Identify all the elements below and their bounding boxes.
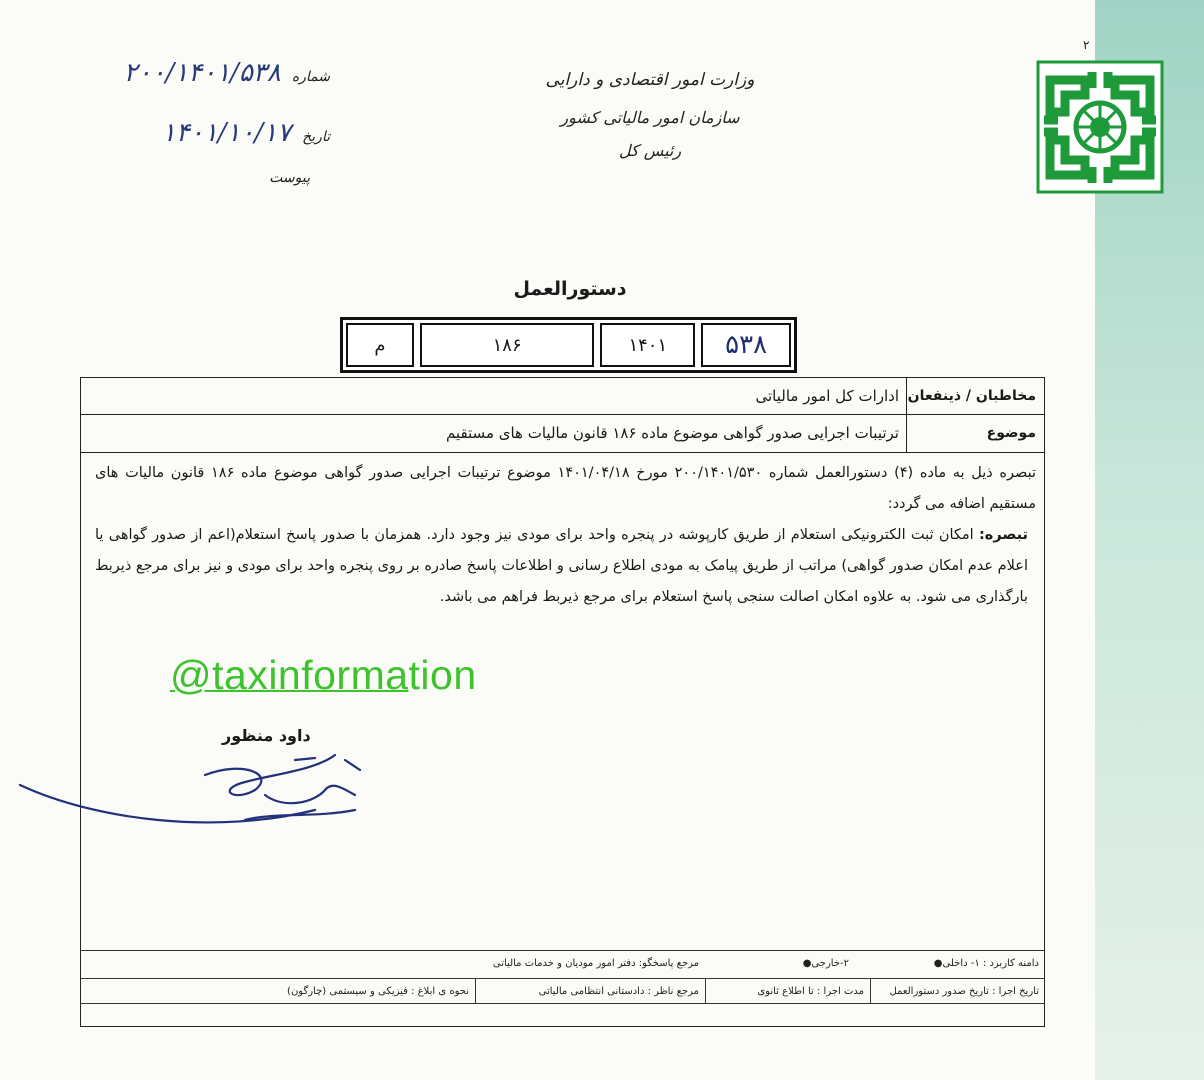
note-label: تبصره:	[978, 527, 1028, 543]
watermark-prefix: @taxinforma	[170, 652, 409, 698]
code-year: ۱۴۰۱	[600, 323, 695, 367]
subject-row	[81, 414, 1044, 453]
date-value: ۱۴۰۱/۱۰/۱۷	[161, 118, 292, 148]
reference-date	[60, 118, 330, 148]
code-sequence: ۵۳۸	[701, 323, 791, 367]
code-type: م	[346, 323, 414, 367]
watermark-suffix: tion	[408, 652, 477, 698]
tax-organization-logo	[1030, 50, 1170, 205]
footer-row-1	[80, 950, 1045, 975]
watermark	[170, 652, 477, 699]
subject-label: موضوع	[906, 414, 1044, 452]
attachment-label: پیوست	[269, 170, 310, 186]
number-label: شماره	[291, 69, 330, 85]
footer-responder: مرجع پاسخگو: دفتر امور مودیان و خدمات مالیاتی	[492, 957, 699, 969]
document-footer	[80, 950, 1045, 1008]
audience-label: مخاطبان / ذینفعان	[906, 378, 1044, 414]
footer-external: ۲-خارجی●	[802, 957, 849, 969]
code-boxes	[340, 317, 797, 373]
audience-value: ادارات کل امور مالیاتی	[755, 387, 899, 405]
body-note	[95, 520, 1036, 613]
reference-number	[60, 58, 330, 88]
number-value: ۲۰۰/۱۴۰۱/۵۳۸	[123, 58, 281, 88]
body-text	[95, 458, 1036, 613]
audience-row	[81, 378, 1044, 415]
footer-supervisor: مرجع ناظر : دادستانی انتظامی مالیاتی	[475, 979, 705, 1003]
date-label: تاریخ	[302, 129, 330, 145]
body-intro: تبصره ذیل به ماده (۴) دستورالعمل شماره ۲۰۰/۱۴۰۱/۵۳۰ مورخ ۱۴۰۱/۰۴/۱۸ موضوع ترتیبات اجرایی صدور گواهی موضوع ماده ۱۸۶ قانون مالیات های مستقیم اضافه می گردد:	[95, 465, 1036, 512]
organization-header	[520, 70, 780, 160]
footer-exec-date: تاریخ اجرا : تاریخ صدور دستورالعمل	[870, 979, 1045, 1003]
signature-image	[15, 740, 375, 840]
org-agency: سازمان امور مالیاتی کشور	[560, 108, 740, 127]
bottom-divider	[80, 1026, 1045, 1027]
signer-name: داود منظور	[222, 726, 311, 745]
footer-duration: مدت اجرا : تا اطلاع ثانوی	[705, 979, 870, 1003]
document-title: دستورالعمل	[513, 278, 627, 300]
footer-scope: دامنه کاربرد : ۱- داخلی●	[933, 957, 1039, 969]
note-text: امکان ثبت الکترونیکی استعلام از طریق کارپوشه در پنجره واحد برای مودی نیز وجود دارد. همزمان با صدور پاسخ استعلام(اعم از صدور گواهی یا اعلام عدم امکان صدور گواهی) مراتب از طریق پیامک به مودی اطلاع رسانی و اطلاعات پاسخ صادره بر روی پنجره واحد برای مودی و نیز برای مرجع ذیربط بارگذاری می شود. به علاوه امکان اصالت سنجی پاسخ استعلام برای مرجع ذیربط فراهم می باشد.	[95, 527, 1028, 605]
document-table	[80, 377, 1045, 1027]
footer-notify: نحوه ی ابلاغ : فیزیکی و سیستمی (چارگون)	[287, 985, 469, 997]
page-number: ۲	[1083, 38, 1090, 52]
footer-row-2	[80, 978, 1045, 1004]
subject-value: ترتیبات اجرایی صدور گواهی موضوع ماده ۱۸۶ قانون مالیات های مستقیم	[445, 424, 899, 442]
code-article: ۱۸۶	[420, 323, 595, 367]
org-ministry: وزارت امور اقتصادی و دارایی	[545, 70, 755, 90]
org-title: رئیس کل	[618, 141, 682, 160]
